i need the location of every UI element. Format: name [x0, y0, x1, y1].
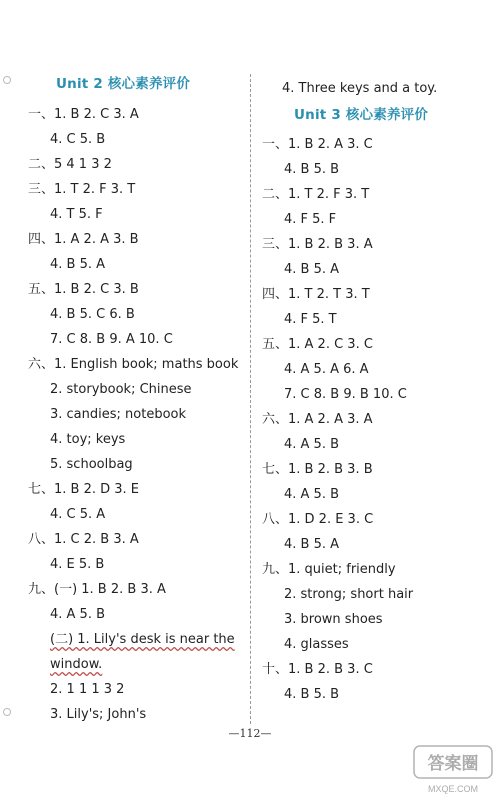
answer-line-underlined: window.: [50, 657, 103, 672]
answer-line: 九、1. quiet; friendly: [262, 562, 396, 577]
answer-line: 五、1. A 2. C 3. C: [262, 337, 373, 352]
answer-line: 2. strong; short hair: [284, 587, 414, 602]
answer-line: 4. toy; keys: [50, 432, 126, 447]
answer-line: 三、1. B 2. B 3. A: [262, 237, 373, 252]
answer-line: 2. 1 1 1 3 2: [50, 682, 125, 697]
answer-line: 7. C 8. B 9. B 10. C: [284, 387, 407, 402]
unit-3-heading: Unit 3 核心素养评价: [294, 107, 429, 123]
answer-line: 4. B 5. B: [284, 162, 340, 177]
answer-line: 5. schoolbag: [50, 457, 133, 472]
answer-line: 4. A 5. B: [50, 607, 106, 622]
answer-line: 7. C 8. B 9. A 10. C: [50, 332, 173, 347]
answer-line: 八、1. C 2. B 3. A: [28, 532, 139, 547]
answer-line: 六、1. English book; maths book: [28, 357, 239, 372]
watermark-logo: [412, 742, 494, 794]
answer-line: 九、(一) 1. B 2. B 3. A: [28, 582, 166, 597]
answer-line: 二、5 4 1 3 2: [28, 157, 112, 172]
answer-line: 一、1. B 2. A 3. C: [262, 137, 373, 152]
answer-line: 4. A 5. B: [284, 437, 340, 452]
watermark-logo-text: 答案圈: [427, 754, 479, 774]
answer-line: 一、1. B 2. C 3. A: [28, 107, 139, 122]
answer-line: 4. C 5. A: [50, 507, 106, 522]
binding-hole-icon: [3, 76, 11, 84]
answer-line: 4. B 5. A: [284, 537, 340, 552]
answer-line: 四、1. A 2. A 3. B: [28, 232, 139, 247]
answer-line: 八、1. D 2. E 3. C: [262, 512, 374, 527]
answer-line: 七、1. B 2. D 3. E: [28, 482, 140, 497]
answer-line: 4. B 5. A: [50, 257, 106, 272]
answer-line: 2. storybook; Chinese: [50, 382, 192, 397]
watermark-logo-icon: [412, 742, 494, 782]
answer-line: 4. T 5. F: [50, 207, 103, 222]
answer-line: 4. B 5. A: [284, 262, 340, 277]
answer-line: 五、1. B 2. C 3. B: [28, 282, 139, 297]
answer-line: 4. glasses: [284, 637, 349, 652]
binding-hole-icon: [3, 708, 11, 716]
answer-line: 4. C 5. B: [50, 132, 106, 147]
answer-line: 3. candies; notebook: [50, 407, 187, 422]
answer-line: 十、1. B 2. B 3. C: [262, 662, 373, 677]
answer-line: 四、1. T 2. T 3. T: [262, 287, 370, 302]
carryover-line: 4. Three keys and a toy.: [282, 81, 438, 96]
answer-line: 二、1. T 2. F 3. T: [262, 187, 370, 202]
answer-line: 4. F 5. F: [284, 212, 337, 227]
answer-line-underlined: (二) 1. Lily's desk is near the: [50, 632, 235, 647]
column-divider: [250, 74, 251, 724]
answer-line: 六、1. A 2. A 3. A: [262, 412, 373, 427]
answer-line: 七、1. B 2. B 3. B: [262, 462, 373, 477]
answer-line: 三、1. T 2. F 3. T: [28, 182, 136, 197]
answer-line: 4. B 5. B: [284, 687, 340, 702]
page-number: —112—: [228, 727, 272, 740]
answer-line: 4. A 5. B: [284, 487, 340, 502]
answer-line: 4. F 5. T: [284, 312, 337, 327]
unit-2-heading: Unit 2 核心素养评价: [56, 76, 191, 92]
answer-line: 3. brown shoes: [284, 612, 383, 627]
watermark-url: MXQE.COM: [427, 784, 478, 794]
answer-line: 3. Lily's; John's: [50, 707, 147, 722]
answer-line: 4. A 5. A 6. A: [284, 362, 369, 377]
answer-line: 4. B 5. C 6. B: [50, 307, 135, 322]
answer-line: 4. E 5. B: [50, 557, 105, 572]
